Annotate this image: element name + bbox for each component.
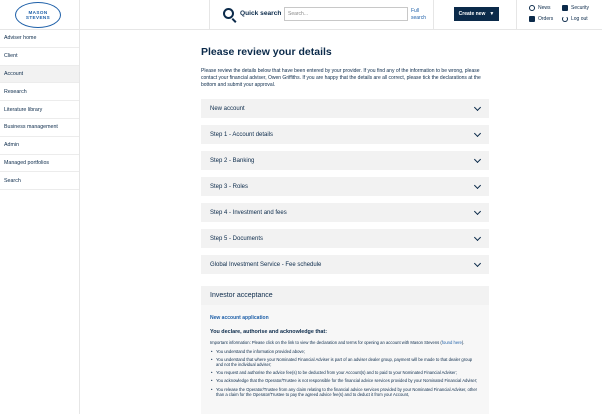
section-investment-and-fees[interactable]: [201, 203, 489, 222]
sidebar-item-admin[interactable]: Admin: [0, 137, 79, 155]
section-label: Global Investment Service - Fee schedule: [210, 261, 322, 268]
section-banking[interactable]: [201, 151, 489, 170]
important-information: [210, 340, 480, 346]
investor-acceptance-heading: Investor acceptance: [201, 286, 489, 305]
top-header: [0, 0, 602, 30]
sidebar-nav: [0, 30, 80, 414]
section-label: Step 5 - Documents: [210, 235, 264, 242]
list-item: • You acknowledge that the Operator/Trustee is not responsible for the financial advice services provided by your Nominated Financial Adviser;: [210, 378, 480, 383]
orders-icon: [529, 16, 535, 22]
sidebar-item-business-management[interactable]: Business management: [0, 119, 79, 137]
full-search-link[interactable]: Full search: [411, 8, 427, 21]
logo-cell: [0, 0, 80, 30]
create-new-button[interactable]: [454, 7, 499, 21]
lock-icon: [562, 5, 568, 11]
section-label: Step 4 - Investment and fees: [210, 209, 287, 216]
section-documents[interactable]: [201, 229, 489, 248]
globe-icon: [529, 5, 535, 11]
list-item: • You understand the information provided above;: [210, 349, 480, 354]
chevron-down-icon: [474, 233, 481, 240]
news-link[interactable]: [529, 5, 551, 11]
chevron-down-icon: [474, 259, 481, 266]
news-label: News: [538, 5, 551, 11]
logo-line2: STEVENS: [25, 15, 51, 20]
main-content: [201, 30, 489, 414]
chevron-down-icon: [474, 181, 481, 188]
orders-link[interactable]: [529, 16, 553, 22]
declaration-list: [210, 349, 480, 397]
power-icon: [562, 16, 568, 22]
section-roles[interactable]: [201, 177, 489, 196]
chevron-down-icon: [474, 129, 481, 136]
search-input[interactable]: [284, 7, 408, 21]
declare-heading: You declare, authorise and acknowledge that:: [210, 329, 328, 335]
chevron-down-icon: ▼: [489, 11, 495, 17]
quick-search-label: Quick search: [240, 10, 282, 17]
page-title: Please review your details: [201, 46, 332, 58]
chevron-down-icon: [474, 207, 481, 214]
new-account-application-label: New account application: [210, 315, 269, 321]
chevron-down-icon: [474, 155, 481, 162]
search-icon: [223, 8, 234, 19]
sidebar-item-client[interactable]: Client: [0, 48, 79, 66]
sidebar-item-account[interactable]: Account: [0, 66, 79, 84]
sidebar-item-search[interactable]: Search: [0, 172, 79, 190]
section-fee-schedule[interactable]: [201, 255, 489, 274]
section-new-account[interactable]: [201, 99, 489, 118]
quick-search-area: [209, 0, 434, 30]
section-label: New account: [210, 105, 245, 112]
create-new-label: Create new: [458, 11, 486, 17]
logout-link[interactable]: [562, 16, 588, 22]
sidebar-item-adviser-home[interactable]: Adviser home: [0, 30, 79, 48]
security-link[interactable]: [562, 5, 589, 11]
logo-line1: MASON: [28, 10, 48, 15]
important-end: ).: [461, 340, 465, 345]
section-label: Step 3 - Roles: [210, 183, 249, 190]
sidebar-item-literature-library[interactable]: Literature library: [0, 101, 79, 119]
orders-label: Orders: [538, 16, 554, 22]
section-label: Step 1 - Account details: [210, 131, 274, 138]
header-tools: [516, 0, 602, 30]
section-account-details[interactable]: [201, 125, 489, 144]
chevron-down-icon: [474, 103, 481, 110]
list-item: • You understand that where your Nominated Financial Adviser is part of an adviser dealer group, payment will be made to that dealer group and not the individual adviser;: [210, 357, 480, 367]
found-here-link[interactable]: found here: [441, 340, 462, 345]
important-text: Important information: Please click on the link to view the declaration and terms for opening an account with Mason Stevens (: [210, 340, 442, 345]
section-label: Step 2 - Banking: [210, 157, 255, 164]
mason-stevens-logo[interactable]: [15, 2, 61, 28]
sidebar-item-research[interactable]: Research: [0, 83, 79, 101]
list-item: • You release the Operator/Trustee from any claim relating to the financial advice services provided by your Nominated Financial Adviser, other than a claim for the Operator/Trustee to pay the agreed advice fee(s) and to deduct it from your Account,: [210, 387, 480, 397]
logout-label: Log out: [571, 16, 588, 22]
sidebar-item-managed-portfolios[interactable]: Managed portfolios: [0, 155, 79, 173]
intro-text: Please review the details below that have been entered by your provider. If you find any of the information to be wrong, please contact your financial adviser, Owen Griffiths. If you are happy that the details are all correct, please tick the declarations at the bottom and submit your approval.: [201, 68, 481, 88]
security-label: Security: [571, 5, 590, 11]
investor-acceptance-body: [201, 305, 489, 414]
list-item: • You request and authorise the advice fee(s) to be deducted from your Account(s) and to paid to your Nominated Financial Adviser;: [210, 370, 480, 375]
